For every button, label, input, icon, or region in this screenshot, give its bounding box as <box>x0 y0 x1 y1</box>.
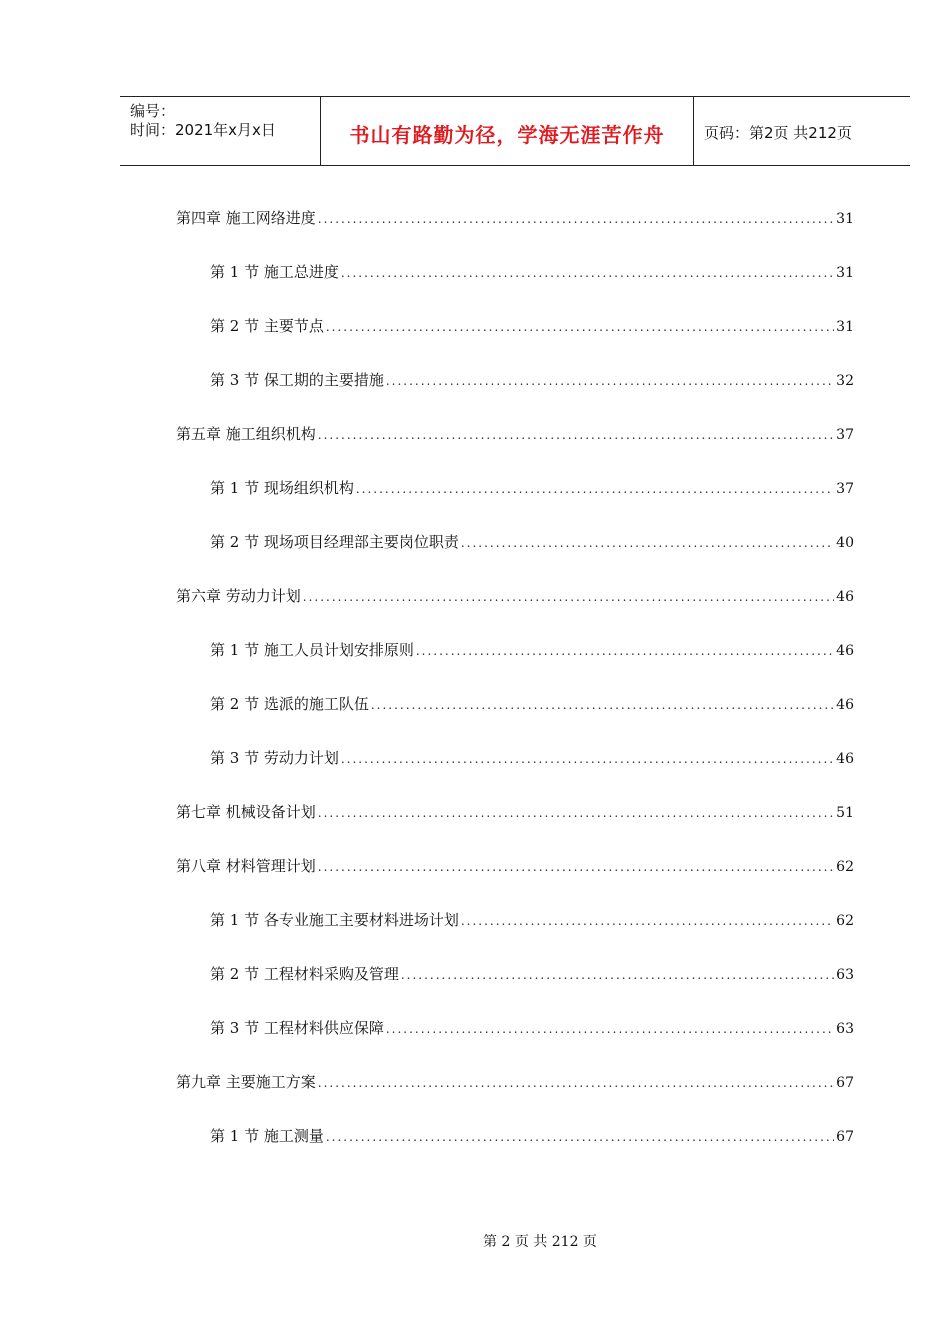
toc-entry-title: 第 1 节 现场组织机构 <box>210 479 354 497</box>
toc-section-entry[interactable] <box>210 478 854 499</box>
toc-chapter-entry[interactable] <box>176 856 854 877</box>
toc-section-entry[interactable] <box>210 316 854 337</box>
toc-entry-title: 第 2 节 现场项目经理部主要岗位职责 <box>210 533 459 551</box>
toc-section-entry[interactable] <box>210 262 854 283</box>
toc-chapter-entry[interactable] <box>176 586 854 607</box>
header-page-info: 页码：第2页 共212页 <box>704 124 852 142</box>
toc-chapter-entry[interactable] <box>176 802 854 823</box>
motto-text: 书山有路勤为径，学海无涯苦作舟 <box>349 123 665 147</box>
time-label: 时间：2021年x月x日 <box>130 121 276 139</box>
toc-entry-page-number: 62 <box>836 913 854 929</box>
toc-entry-title: 第九章 主要施工方案 <box>176 1073 316 1091</box>
toc-dot-leader <box>356 479 834 499</box>
toc-section-entry[interactable] <box>210 532 854 553</box>
toc-entry-title: 第八章 材料管理计划 <box>176 857 316 875</box>
toc-dot-leader <box>318 1073 834 1093</box>
number-label: 编号： <box>130 102 176 120</box>
toc-entry-page-number: 31 <box>836 211 854 227</box>
toc-section-entry[interactable] <box>210 910 854 931</box>
toc-entry-page-number: 46 <box>836 589 854 605</box>
page-footer <box>0 1231 950 1251</box>
toc-entry-title: 第 1 节 施工总进度 <box>210 263 339 281</box>
toc-entry-page-number: 32 <box>836 373 854 389</box>
toc-dot-leader <box>386 1019 834 1039</box>
toc-entry-title: 第 3 节 保工期的主要措施 <box>210 371 384 389</box>
toc-entry-title: 第六章 劳动力计划 <box>176 587 301 605</box>
toc-entry-page-number: 37 <box>836 481 854 497</box>
toc-dot-leader <box>341 749 834 769</box>
toc-entry-title: 第 1 节 各专业施工主要材料进场计划 <box>210 911 459 929</box>
toc-entry-page-number: 46 <box>836 751 854 767</box>
toc-entry-page-number: 63 <box>836 967 854 983</box>
header-left-cell <box>120 97 321 165</box>
toc-chapter-entry[interactable] <box>176 1072 854 1093</box>
page-header <box>120 96 910 166</box>
toc-entry-page-number: 40 <box>836 535 854 551</box>
header-right-cell <box>694 97 910 165</box>
toc-dot-leader <box>318 803 834 823</box>
toc-entry-page-number: 46 <box>836 643 854 659</box>
toc-dot-leader <box>461 911 834 931</box>
toc-entry-title: 第 1 节 施工人员计划安排原则 <box>210 641 414 659</box>
toc-chapter-entry[interactable] <box>176 208 854 229</box>
toc-entry-page-number: 31 <box>836 265 854 281</box>
toc-dot-leader <box>318 857 834 877</box>
toc-entry-title: 第 2 节 选派的施工队伍 <box>210 695 369 713</box>
toc-dot-leader <box>318 209 834 229</box>
toc-section-entry[interactable] <box>210 694 854 715</box>
toc-entry-title: 第 3 节 劳动力计划 <box>210 749 339 767</box>
toc-section-entry[interactable] <box>210 1126 854 1147</box>
toc-section-entry[interactable] <box>210 640 854 661</box>
toc-entry-page-number: 67 <box>836 1129 854 1145</box>
toc-dot-leader <box>318 425 834 445</box>
toc-entry-title: 第五章 施工组织机构 <box>176 425 316 443</box>
toc-dot-leader <box>401 965 834 985</box>
footer-page-number: 第 2 页 共 212 页 <box>483 1234 597 1250</box>
toc-dot-leader <box>386 371 834 391</box>
toc-dot-leader <box>416 641 834 661</box>
toc-dot-leader <box>371 695 834 715</box>
toc-entry-page-number: 62 <box>836 859 854 875</box>
toc-entry-page-number: 37 <box>836 427 854 443</box>
toc-entry-title: 第四章 施工网络进度 <box>176 209 316 227</box>
toc-entry-title: 第 1 节 施工测量 <box>210 1127 324 1145</box>
toc-entry-page-number: 63 <box>836 1021 854 1037</box>
toc-entry-page-number: 67 <box>836 1075 854 1091</box>
toc-dot-leader <box>461 533 834 553</box>
toc-entry-title: 第七章 机械设备计划 <box>176 803 316 821</box>
toc-entry-page-number: 51 <box>836 805 854 821</box>
toc-section-entry[interactable] <box>210 964 854 985</box>
toc-entry-page-number: 31 <box>836 319 854 335</box>
toc-chapter-entry[interactable] <box>176 424 854 445</box>
toc-dot-leader <box>303 587 834 607</box>
toc-dot-leader <box>326 1127 834 1147</box>
toc-section-entry[interactable] <box>210 1018 854 1039</box>
toc-dot-leader <box>341 263 834 283</box>
toc-entry-title: 第 3 节 工程材料供应保障 <box>210 1019 384 1037</box>
header-middle-cell <box>321 97 694 165</box>
toc-dot-leader <box>326 317 834 337</box>
toc-section-entry[interactable] <box>210 748 854 769</box>
toc-entry-title: 第 2 节 主要节点 <box>210 317 324 335</box>
toc-entry-page-number: 46 <box>836 697 854 713</box>
toc-entry-title: 第 2 节 工程材料采购及管理 <box>210 965 399 983</box>
toc-section-entry[interactable] <box>210 370 854 391</box>
